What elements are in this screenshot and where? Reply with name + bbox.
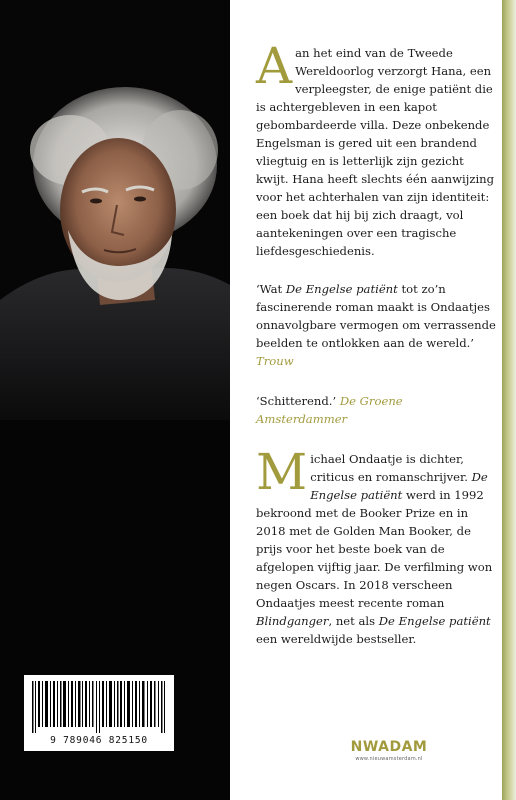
synopsis-text: an het eind van de Tweede Wereldoorlog verzorgt Hana, een verpleegster, de enige patiënt die is achtergebleven in een kapot gebombardeerde villa. Deze onbekende Engelsman is gered uit een brandend vliegtuig en is letterlijk zijn gezicht kwijt. Hana heeft slechts één aanwijzing voor het achterhalen van zijn identiteit: een boek dat hij bij zich draagt, vol aantekeningen over een tragische liefdesgeschiedenis. [256, 46, 495, 258]
barcode [24, 675, 174, 751]
quote2-text: ‘Schitterend.’ [256, 394, 337, 408]
quote1-after: tot zo’n fascinerende roman maakt is Ondaatjes onnavolgbare vermogen om verrassende beelden te ontlokken aan de wereld.’ [256, 282, 496, 350]
bio-title1: De Engelse patiënt [310, 470, 488, 502]
text-column [256, 37, 496, 648]
barcode-bars [30, 681, 168, 733]
text-panel [230, 0, 502, 800]
barcode-isbn: 9 789046 825150 [50, 735, 148, 746]
review-quote-groene [256, 392, 496, 428]
bio-part2: werd in 1992 bekroond met de Booker Prize en in 2018 met de Golden Man Booker, de prijs voor het beste boek van de afgelopen vijftig jaar. De verfilming won negen Oscars. In 2018 verscheen Ondaatjes meest recente roman [256, 488, 493, 610]
publisher-logo [344, 740, 434, 762]
author-photo [0, 0, 230, 420]
quote1-before: ‘Wat [256, 282, 286, 296]
publisher-url: www.nieuwamsterdam.nl [355, 756, 423, 762]
author-bio [256, 443, 496, 648]
quote2-source: De Groene Amsterdammer [256, 394, 403, 426]
quote1-source: Trouw [256, 354, 294, 368]
bio-part1: ichael Ondaatje is dichter, criticus en romanschrijver. [310, 452, 472, 484]
review-quote-trouw [256, 280, 496, 370]
bio-title2: Blindganger [256, 614, 329, 628]
synopsis-dropcap: A [256, 37, 293, 95]
bio-part3: , net als [328, 614, 379, 628]
bio-title3: De Engelse patiënt [378, 614, 491, 628]
quote1-title: De Engelse patiënt [285, 282, 398, 296]
author-photo-panel [0, 0, 230, 800]
cover-edge [502, 0, 516, 800]
bio-dropcap: M [256, 443, 308, 501]
bio-part4: een wereldwijde bestseller. [256, 632, 417, 646]
publisher-name: NWADAM [350, 739, 428, 755]
synopsis [256, 37, 496, 260]
